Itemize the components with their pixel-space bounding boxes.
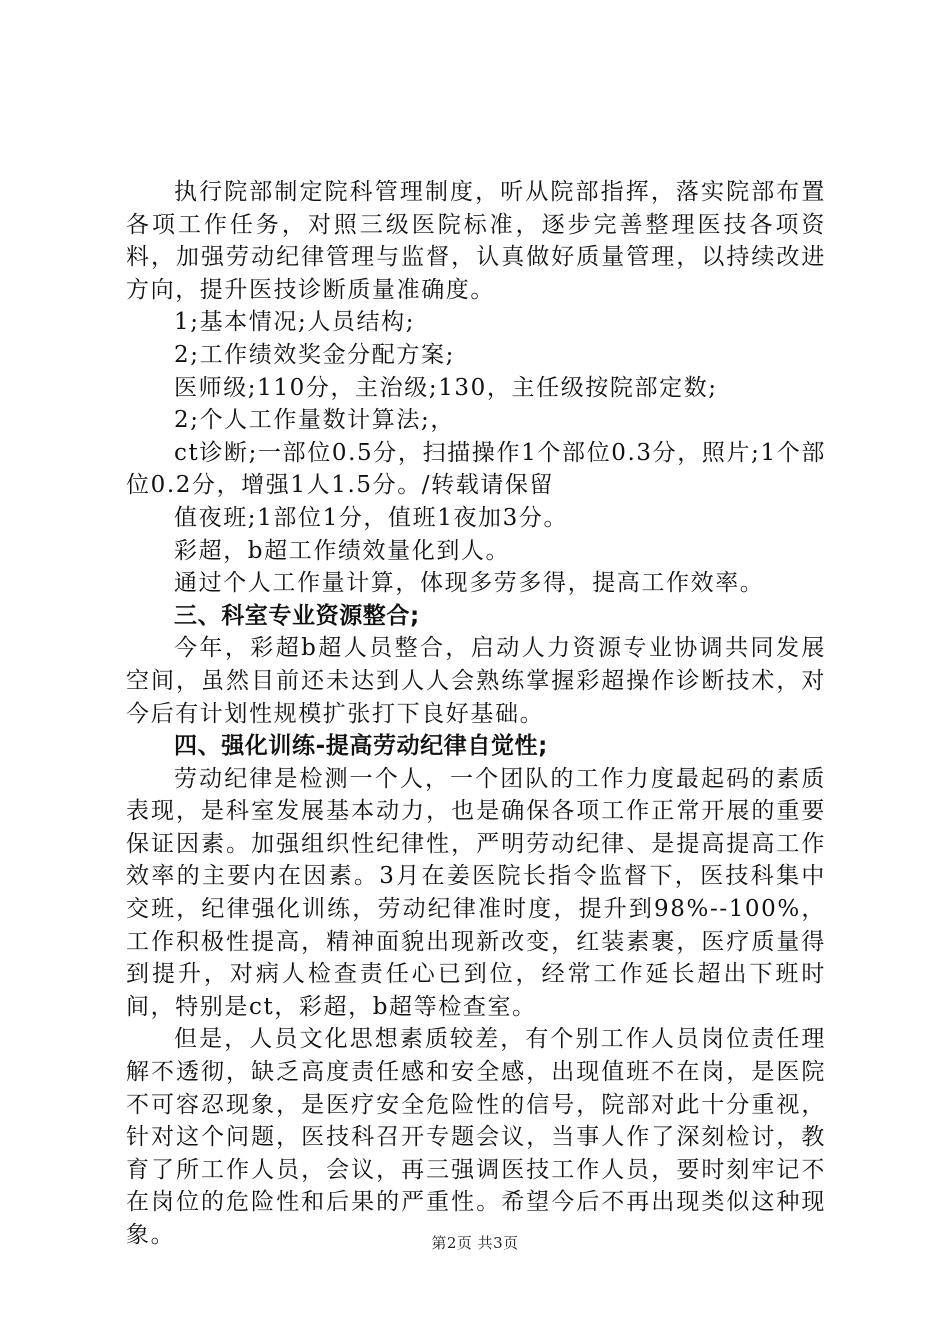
paragraph: 今年，彩超b超人员整合，启动人力资源专业协调共同发展空间，虽然目前还未达到人人会熟练掌握彩超操作诊断技术，对今后有计划性规模扩张打下良好基础。 bbox=[126, 635, 826, 727]
paragraph: ct诊断;一部位0.5分，扫描操作1个部位0.3分，照片;1个部位0.2分，增强1人1.5分。/转载请保留 bbox=[126, 439, 826, 499]
paragraph: 医师级;110分，主治级;130，主任级按院部定数; bbox=[174, 374, 718, 401]
page-footer bbox=[0, 1232, 950, 1253]
paragraph: 2;个人工作量数计算法;， bbox=[174, 407, 455, 434]
paragraph: 彩超，b超工作绩效量化到人。 bbox=[174, 537, 511, 564]
paragraph: 2;工作绩效奖金分配方案; bbox=[174, 341, 455, 368]
paragraph: 执行院部制定院科管理制度，听从院部指挥，落实院部布置各项工作任务，对照三级医院标准，逐步完善整理医技各项资料，加强劳动纪律管理与监督，认真做好质量管理，以持续改进方向，提升医技诊断质量准确度。 bbox=[126, 179, 826, 303]
page-number: 第2页 共3页 bbox=[431, 1234, 519, 1252]
document-body bbox=[126, 176, 826, 1252]
paragraph: 但是，人员文化思想素质较差，有个别工作人员岗位责任理解不透彻，缺乏高度责任感和安全感，出现值班不在岗，是医院不可容忍现象，是医疗安全危险性的信号，院部对此十分重视，针对这个问题，医技科召开专题会议，当事人作了深刻检讨，教育了所工作人员，会议，再三强调医技工作人员，要时刻牢记不在岗位的危险性和后果的严重性。希望今后不再出现类似这种现象。 bbox=[126, 1026, 826, 1248]
paragraph: 1;基本情况;人员结构; bbox=[174, 309, 416, 336]
paragraph: 劳动纪律是检测一个人，一个团队的工作力度最起码的素质表现，是科室发展基本动力，也是确保各项工作正常开展的重要保证因素。加强组织性纪律性，严明劳动纪律、是提高提高工作效率的主要内在因素。3月在姜医院长指令监督下，医技科集中交班，纪律强化训练，劳动纪律准时度，提升到98%--100%，工作积极性提高，精神面貌出现新改变，红装素裹，医疗质量得到提升，对病人检查责任心已到位，经常工作延长超出下班时间，特别是ct，彩超，b超等检查室。 bbox=[126, 765, 826, 1020]
paragraph: 值夜班;1部位1分，值班1夜加3分。 bbox=[174, 504, 569, 531]
section-heading: 四、强化训练-提高劳动纪律自觉性; bbox=[174, 733, 548, 760]
section-heading: 三、科室专业资源整合; bbox=[174, 602, 420, 629]
paragraph: 通过个人工作量计算，体现多劳多得，提高工作效率。 bbox=[174, 570, 765, 597]
